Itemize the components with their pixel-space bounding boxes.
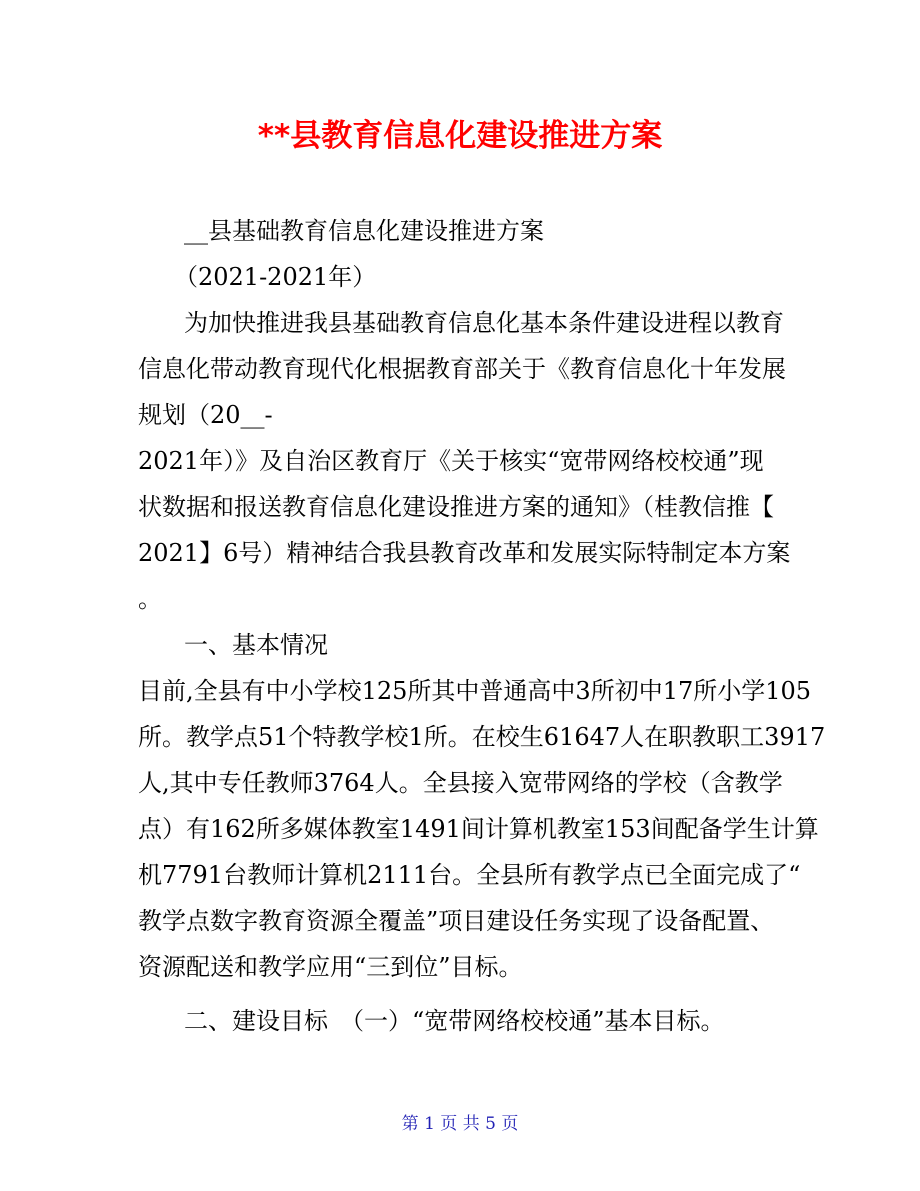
section-heading: 二、建设目标 （一）“宽带网络校校通”基本目标。: [184, 1007, 725, 1035]
paragraph-line: 为加快推进我县基础教育信息化基本条件建设进程以教育: [184, 309, 784, 337]
page-footer: 第 1 页 共 5 页: [401, 1114, 519, 1134]
section-heading: 一、基本情况: [184, 631, 328, 659]
paragraph-line: 人,其中专任教师3764人。全县接入宽带网络的学校（含教学: [138, 769, 783, 797]
paragraph-line: 点）有162所多媒体教室1491间计算机教室153间配备学生计算: [138, 815, 819, 843]
paragraph-line: 2021】6号）精神结合我县教育改革和发展实际特制定本方案: [138, 539, 791, 567]
year-range-line: （2021-2021年）: [174, 263, 377, 291]
document-title: **县教育信息化建设推进方案: [257, 118, 663, 154]
paragraph-line: 资源配送和教学应用“三到位”目标。: [138, 953, 523, 981]
paragraph-line: 教学点数字教育资源全覆盖”项目建设任务实现了设备配置、: [138, 907, 775, 935]
paragraph-line: 目前,全县有中小学校125所其中普通高中3所初中17所小学105: [138, 677, 812, 705]
paragraph-line: 规划（20__-: [138, 401, 273, 429]
paragraph-line: 状数据和报送教育信息化建设推进方案的通知》（桂教信推【: [138, 493, 774, 521]
paragraph-line: 2021年）》及自治区教育厅《关于核实“宽带网络校校通”现: [138, 447, 764, 475]
document-body: [138, 208, 826, 1044]
paragraph-line: 。: [138, 585, 162, 613]
subtitle-line: __县基础教育信息化建设推进方案: [184, 217, 544, 245]
paragraph-line: 信息化带动教育现代化根据教育部关于《教育信息化十年发展: [138, 355, 786, 383]
paragraph-line: 所。教学点51个特教学校1所。在校生61647人在职教职工3917: [138, 723, 826, 751]
paragraph-line: 机7791台教师计算机2111台。全县所有教学点已全面完成了“: [138, 861, 801, 889]
